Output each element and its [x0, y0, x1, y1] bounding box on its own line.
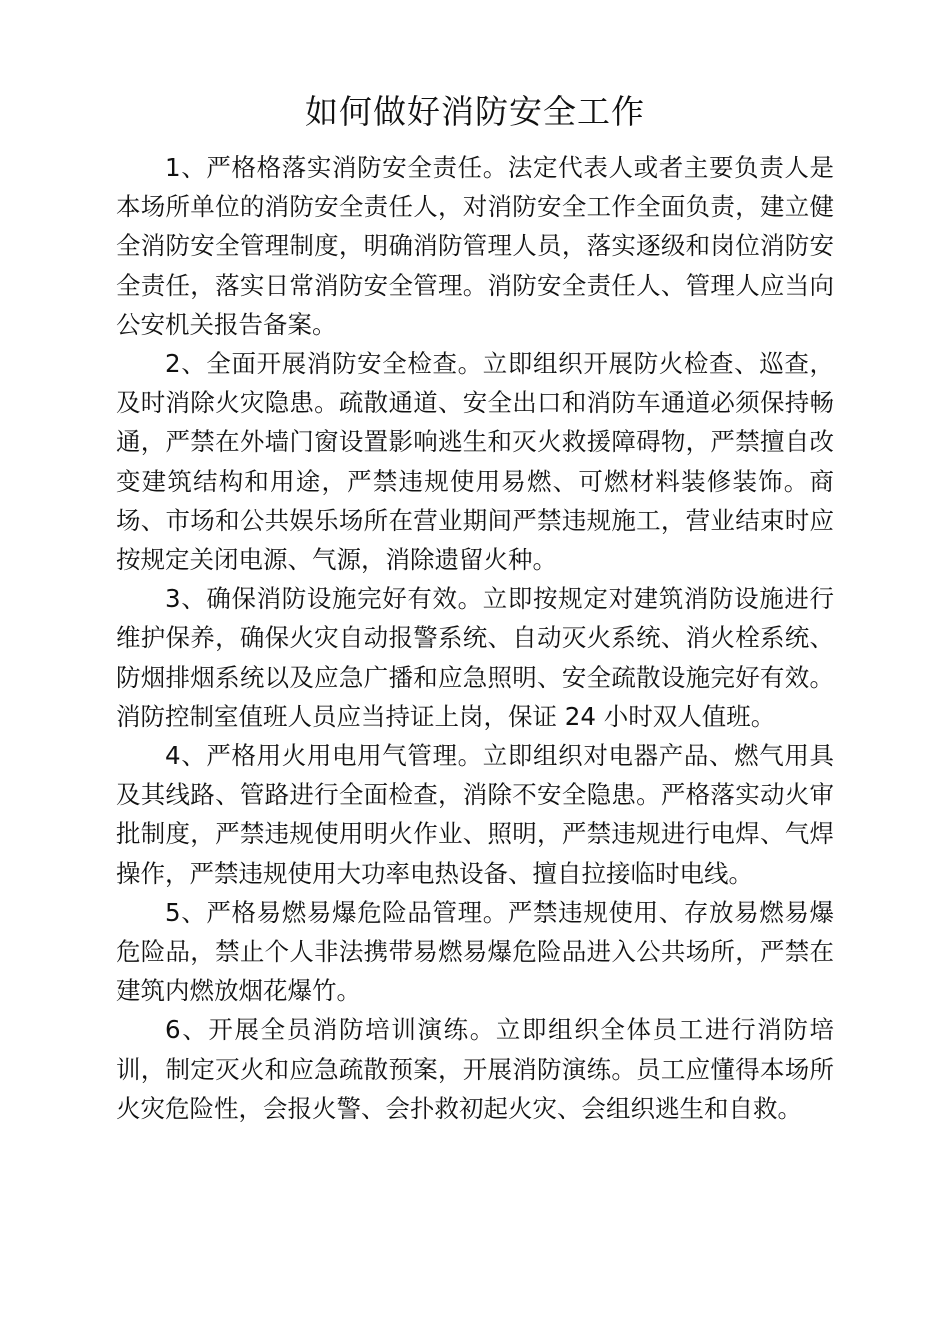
- paragraph-6: 6、开展全员消防培训演练。立即组织全体员工进行消防培训，制定灭火和应急疏散预案，开展消防演练。员工应懂得本场所火灾危险性，会报火警、会扑救初起火灾、会组织逃生和自救。: [116, 1015, 834, 1123]
- document-page: [116, 88, 834, 1128]
- paragraph-4: 4、严格用火用电用气管理。立即组织对电器产品、燃气用具及其线路、管路进行全面检查，消除不安全隐患。严格落实动火审批制度，严禁违规使用明火作业、照明，严禁违规进行电焊、气焊操作，严禁违规使用大功率电热设备、擅自拉接临时电线。: [116, 741, 834, 888]
- paragraph-2: 2、全面开展消防安全检查。立即组织开展防火检查、巡查，及时消除火灾隐患。疏散通道、安全出口和消防车通道必须保持畅通，严禁在外墙门窗设置影响逃生和灭火救援障碍物，严禁擅自改变建筑结构和用途，严禁违规使用易燃、可燃材料装修装饰。商场、市场和公共娱乐场所在营业期间严禁违规施工，营业结束时应按规定关闭电源、气源，消除遗留火种。: [116, 349, 834, 575]
- paragraph-3: 3、确保消防设施完好有效。立即按规定对建筑消防设施进行维护保养，确保火灾自动报警系统、自动灭火系统、消火栓系统、防烟排烟系统以及应急广播和应急照明、安全疏散设施完好有效。消防控制室值班人员应当持证上岗，保证 24 小时双人值班。: [116, 584, 834, 731]
- paragraph-1: 1、严格格落实消防安全责任。法定代表人或者主要负责人是本场所单位的消防安全责任人，对消防安全工作全面负责，建立健全消防安全管理制度，明确消防管理人员，落实逐级和岗位消防安全责任，落实日常消防安全管理。消防安全责任人、管理人应当向公安机关报告备案。: [116, 153, 834, 339]
- document-title: 如何做好消防安全工作: [305, 92, 645, 131]
- paragraph-5: 5、严格易燃易爆危险品管理。严禁违规使用、存放易燃易爆危险品，禁止个人非法携带易燃易爆危险品进入公共场所，严禁在建筑内燃放烟花爆竹。: [116, 897, 834, 1006]
